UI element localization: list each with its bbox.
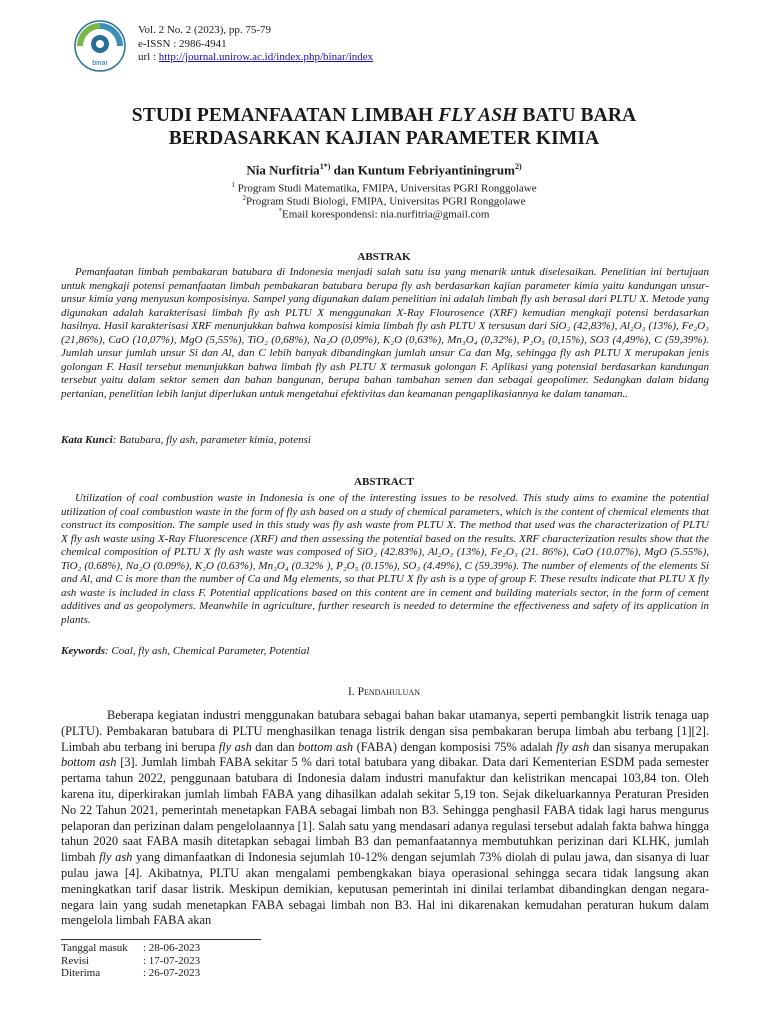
date-row: Diterima : 26-07-2023	[61, 967, 201, 979]
introduction-text: Beberapa kegiatan industri menggunakan batubara sebagai bahan bakar utamanya, seperti pembangkit listrik tenaga uap (PLTU). Pembakaran batubara di PLTU menghasilkan tenaga listrik dengan sisa pembakaran berupa limbah abu terbang [1][2]. Limbah abu terbang ini berupa fly ash dan dan bottom ash (FABA) dengan komposisi 75% adalah fly ash dan sisanya merupakan bottom ash [3]. Jumlah limbah FABA sekitar 5 % dari total batubara yang dibakar. Data dari Kementerian ESDM pada semester pertama tahun 2022, penggunaan batubara di Indonesia dalam industri manufaktur dan kelistrikan mencapai 103,84 ton. Oleh karena itu, diperkirakan jumlah limbah FABA yang dihasilkan adalah sekitar 5,19 ton. Sejak dikeluarkannya Peraturan Presiden No 22 Tahun 2021, pemerintah menetapkan FABA sebagai limbah non B3. Sehingga penghasil FABA tidak lagi harus mengurus pelaporan dan perizinan dalam pengelolaannya [1]. Salah satu yang mendasari adanya regulasi tersebut adalah fakta bahwa hingga tahun 2020 saat FABA masih ditetapkan sebagai limbah B3 dan pemanfaatannya membutuhkan perizinan dari KLHK, jumlah limbah fly ash yang dimanfaatkan di Indonesia sejumlah 10-12% dengan sejumlah 73% diolah di pulau jawa, dan sisanya di luar pulau jawa [4]. Akibatnya, PLTU akan mengalami pembengkakan biaya operasional sehingga secara tidak langsung akan meningkatkan tarif dasar listrik. Meskipun demikian, keputusan pemerintah ini dinilai terlambat dibandingkan dengan negara-negara lain yang sudah menetapkan FABA sebagai limbah non B3. Hal ini dikarenakan kemudahan peraturan hukum dalam mengelola limbah FABA akan	[61, 708, 710, 928]
affiliation-2: $^2$Program Studi Biologi, FMIPA, Universitas PGRI Ronggolawe	[242, 194, 526, 208]
date-row: Revisi : 17-07-2023	[61, 954, 201, 967]
abstrak-text: Pemanfaatan limbah pembakaran batubara di Indonesia menjadi salah satu isu yang menarik untuk diselesaikan. Penelitian ini bertujuan untuk mengkaji potensi pemanfaatan limbah pembakaran batubara berupa fly ash berdasarkan kajian parameter kimia yaitu kandungan unsur-unsur kimia yang menyusun komposisinya. Sampel yang digunakan dalam penelitian ini adalah limbah fly ash berasal dari PLTU X. Metode yang digunakan adalah karakterisasi limbah fly ash PLTU X menggunakan X-Ray Flourosence (XRF) kemudian mengkaji potensi berdasarkan hasilnya. Hasil karakterisasi XRF menunjukkan bahwa komposisi kimia limbah fly ash PLTU X tersusun dari SiO₂ (42,83%), Al₂O₃ (13%), Fe₂O₃ (21,86%), CaO (10,07%), MgO (5,55%), TiO₂ (0,68%), Na₂O (0,09%), K₂O (0,63%), Mn₃O₄ (0,32%), P₂O₅ (0,15%), SO3 (4,49%), C (59,39%). Jumlah unsur jumlah unsur Si dan Al, dan C lebih banyak dibandingkan jumlah unsur Ca dan Mg, sehingga fly ash PLTU X merupakan jenis golongan F. Hasil tersebut menunjukkan bahwa limbah fly ash PLTU X termasuk golongan F. Aplikasi yang potensial berdasarkan kandungan tersebut yaitu dalam sektor semen dan bahan bangunan, berupa bahan tambahan semen dan sebagai geopolimer. Sedangkan dalam bidang pertanian, penelitian lebih lanjut diperlukan untuk mengetahui efektivitas dan keamanan pengaplikasiannya ke dalam tanaman..	[61, 266, 709, 400]
section-heading-introduction: I. Pendahuluan	[348, 686, 420, 698]
submission-dates	[61, 942, 200, 980]
abstract-heading: ABSTRACT	[354, 476, 414, 488]
keywords: Keywords: Coal, fly ash, Chemical Parameter, Potential	[61, 645, 310, 657]
journal-url-link[interactable]: http://journal.unirow.ac.id/index.php/binar/index	[158, 51, 374, 63]
date-row: Tanggal masuk : 28-06-2023	[61, 942, 201, 954]
svg-text:binar: binar	[92, 60, 108, 67]
volume-line: Vol. 2 No. 2 (2023), pp. 75-79	[138, 24, 272, 36]
url-line: url : http://journal.unirow.ac.id/index.php/binar/index	[138, 51, 374, 63]
paper-title: STUDI PEMANFAATAN LIMBAH FLY ASH BATU BARA BERDASARKAN KAJIAN PARAMETER KIMIA	[131, 105, 637, 149]
corresponding-email: *Email korespondensi: nia.nurfitria@gmail.com	[278, 207, 490, 221]
author-line: Nia Nurfitria$^{1*)}$ dan Kuntum Febriyantiningrum$^{2)}$	[246, 162, 522, 178]
kata-kunci: Kata Kunci: Batubara, fly ash, parameter kimia, potensi	[61, 434, 311, 446]
abstrak-heading: ABSTRAK	[357, 251, 411, 263]
footnote-rule	[61, 939, 261, 940]
journal-info	[138, 24, 538, 65]
affiliation-1: $^1$ Program Studi Matematika, FMIPA, Universitas PGRI Ronggolawe	[231, 181, 537, 195]
binar-logo-icon	[74, 20, 126, 72]
abstract-text: Utilization of coal combustion waste in Indonesia is one of the interesting issues to be resolved. This study aims to examine the potential utilization of coal combustion waste in the form of fly ash based on a study of chemical parameters, which is the content of chemical elements that construct its composition. The sample used in this study was fly ash waste from PLTU X. The method that used was the characterization of PLTU X fly ash waste using X-Ray Fluorescence (XRF) and then assessing the potential based on the results. XRF characterization results show that the chemical composition of PLTU X fly ash waste was composed of SiO₂ (42.83%), Al₂O₃ (13%), Fe₂O₃ (21. 86%), CaO (10.07%), MgO (5.55%), TiO₂ (0.68%), Na₂O (0.09%), K₂O (0.63%), Mn₃O₄ (0.32% ), P₂O₅ (0.15%), SO₃ (4.49%), C (59.39%). The number of elements of the elements Si and Al, and C is more than the number of Ca and Mg elements, so that PLTU X fly ash is a type of group F. These results indicate that PLTU X fly ash waste is included in class F. Potential applications based on this content are in cement and building materials sector, in the form of cement additives and as geopolymers. Meanwhile in agriculture, further research is needed to determine the effectiveness and safety of its application in plants.	[61, 492, 709, 626]
issn-line: e-ISSN : 2986-4941	[138, 37, 227, 50]
